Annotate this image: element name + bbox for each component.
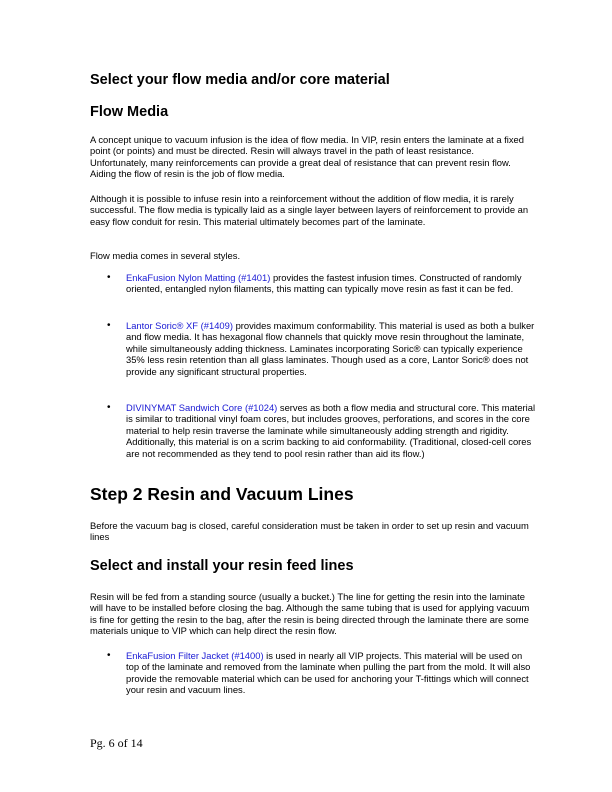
bullet-icon: • — [107, 650, 111, 661]
list-item-lantor-soric — [107, 320, 537, 377]
heading-step-2: Step 2 Resin and Vacuum Lines — [90, 484, 354, 504]
heading-select-flow-media: Select your flow media and/or core material — [90, 72, 390, 88]
list-item-text: serves as both a flow media and structural core. This material is similar to traditional vinyl foam cores, but includes grooves, perforations, and scores in the core material to help resin traverse the laminate while simultaneously adding strength and rigidity. Additionally, this material is on a scrim backing to aid conformability. (Traditional, closed-cell cores are not recommended as they tend to pool resin rather than aid its flow.) — [126, 402, 536, 459]
list-item-text: is used in nearly all VIP projects. This material will be used on top of the laminate and removed from the laminate when pulling the part from the mold. It will also provide the removable material which can be used for anchoring your T-fittings which will connect your resin and vacuum lines. — [126, 650, 531, 696]
list-item-divinymat — [107, 402, 537, 459]
link-enkafusion-nylon-matting[interactable]: EnkaFusion Nylon Matting (#1401) — [126, 272, 271, 283]
bullet-icon: • — [107, 402, 111, 413]
list-item-enkafusion-matting — [107, 272, 537, 295]
link-lantor-soric-xf[interactable]: Lantor Soric® XF (#1409) — [126, 320, 233, 331]
list-item-text: provides the fastest infusion times. Constructed of randomly oriented, entangled nylon filaments, this matting can typically move resin as fast it can be fed. — [126, 272, 522, 295]
paragraph-concept: A concept unique to vacuum infusion is the idea of flow media. In VIP, resin enters the laminate at a fixed point (or points) and must be directed. Resin will always travel in the path of least resistance. Unfortunately, many reinforcements can provide a great deal of resistance that can prevent resin flow. Aiding the flow of resin is the job of flow media. — [90, 134, 524, 180]
heading-resin-feed-lines: Select and install your resin feed lines — [90, 558, 354, 574]
paragraph-resin-fed: Resin will be fed from a standing source (usually a bucket.) The line for getting the resin into the laminate will have to be installed before closing the bag. Although the same tubing that is used for applying vacuum is fine for getting the resin to the bag, after the resin is being directed through the laminate there are some materials unique to VIP which can help direct the resin flow. — [90, 591, 530, 637]
heading-flow-media: Flow Media — [90, 104, 169, 120]
paragraph-styles: Flow media comes in several styles. — [90, 250, 241, 261]
page-number: Pg. 6 of 14 — [90, 736, 143, 750]
link-divinymat-sandwich-core[interactable]: DIVINYMAT Sandwich Core (#1024) — [126, 402, 278, 413]
paragraph-although: Although it is possible to infuse resin into a reinforcement without the addition of flow media, it is rarely successful. The flow media is typically laid as a single layer between layers of reinforcement to provide an easy flow conduit for resin. This material ultimately becomes part of the laminate. — [90, 193, 529, 227]
bullet-icon: • — [107, 272, 111, 283]
list-item-text: provides maximum conformability. This material is used as both a bulker and flow media. It has hexagonal flow channels that quickly move resin throughout the laminate, while simultaneously adding thickness. Laminates incorporating Soric® can typically experience 35% less resin retention than all glass laminates. Though used as a core, Lantor Soric® does not provide any significant structural properties. — [126, 320, 535, 377]
list-item-filter-jacket — [107, 650, 537, 696]
paragraph-before-vacuum-bag: Before the vacuum bag is closed, careful consideration must be taken in order to set up resin and vacuum lines — [90, 520, 529, 543]
bullet-icon: • — [107, 320, 111, 331]
link-enkafusion-filter-jacket[interactable]: EnkaFusion Filter Jacket (#1400) — [126, 650, 264, 661]
